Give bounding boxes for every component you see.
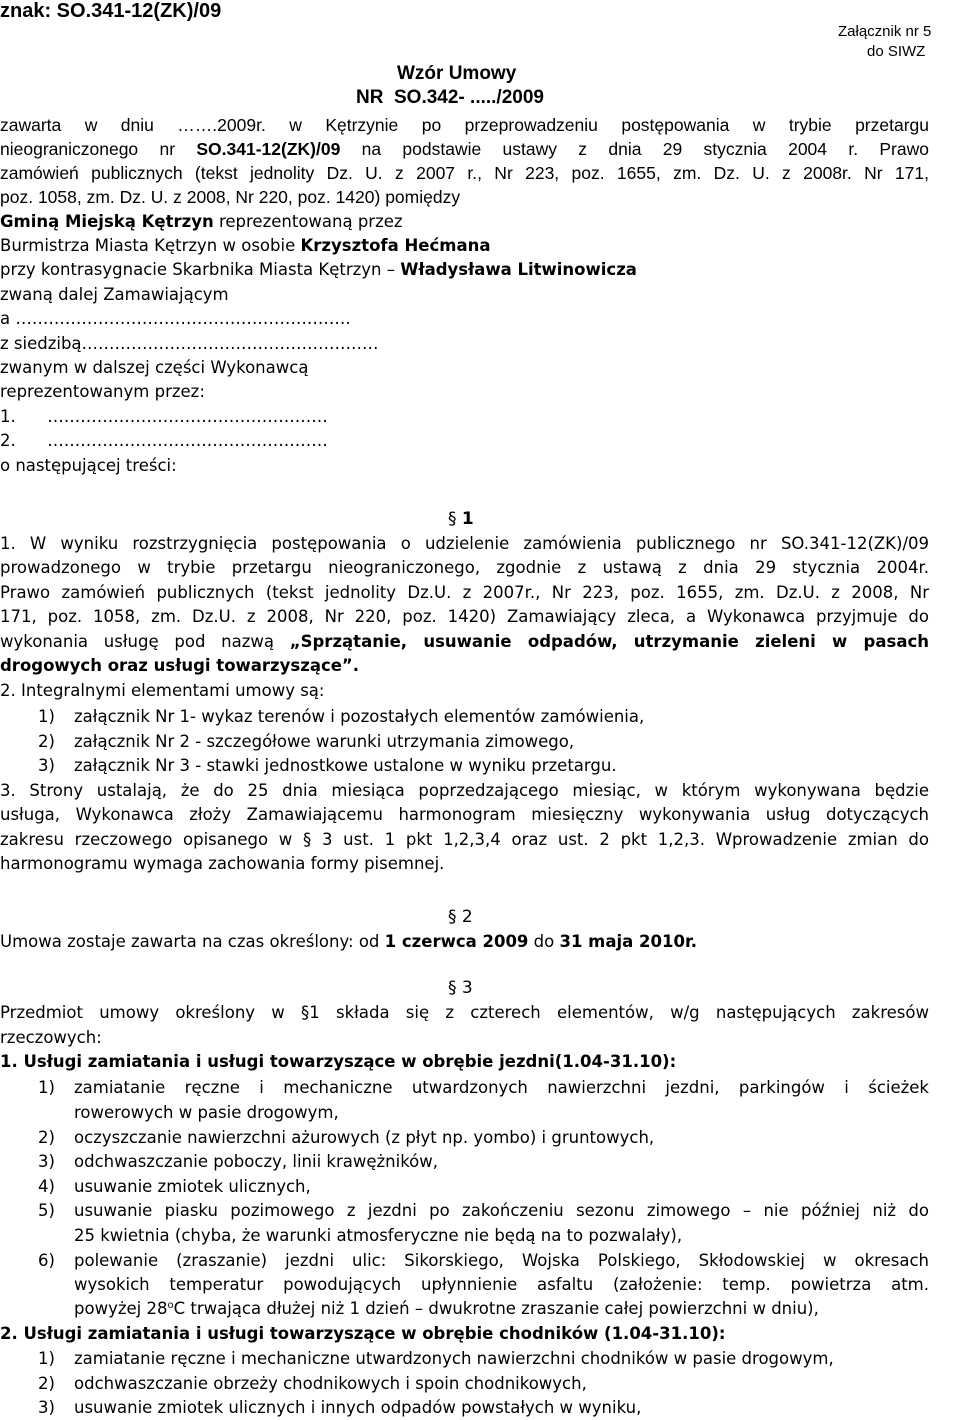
s1-p3-line-3: zakresu rzeczowego opisanego w § 3 ust. 1 pkt 1,2,3,4 oraz ust. 2 pkt 1,2,3. Wprowadzenie zmian do <box>0 830 929 849</box>
party-text: przy kontrasygnacie Skarbnika Miasta Kętrzyn – <box>0 260 401 279</box>
following-content: o następującej treści: <box>0 456 177 475</box>
g1-item-6-line-1: polewanie (zraszanie) jezdni ulic: Sikorskiego, Wojska Polskiego, Skłodowskiej w okresach <box>74 1251 929 1270</box>
s1-text: Integralnymi elementami umowy są: <box>21 681 325 700</box>
end-date: 31 maja 2010r. <box>559 932 698 951</box>
g2-item-1-number: 1) <box>38 1349 55 1368</box>
treasurer-name: Władysława Litwinowicza <box>400 260 637 279</box>
s1-item-2-number: 2) <box>38 732 55 751</box>
s3-intro-line-2: rzeczowych: <box>0 1028 102 1047</box>
party-text: reprezentowaną przez <box>213 212 403 231</box>
section-number: 2 <box>461 907 473 927</box>
contract-term <box>0 930 697 954</box>
s1-p1-line-5 <box>0 630 929 654</box>
intro-line-2 <box>0 137 929 161</box>
service-name: „Sprzątanie, usuwanie odpadów, utrzymanie zieleni w pasach <box>289 632 929 651</box>
section-number: 1 <box>461 509 474 529</box>
party-text: Burmistrza Miasta Kętrzyn w osobie <box>0 236 301 255</box>
s1-p2 <box>0 679 324 703</box>
s3-group-1-title: 1. Usługi zamiatania i usługi towarzyszące w obrębie jezdni(1.04-31.10): <box>0 1052 677 1071</box>
treasurer-line <box>0 258 637 282</box>
annex-label: Załącznik nr 5 <box>838 23 932 40</box>
section-number: 3 <box>461 978 473 998</box>
represented-by: reprezentowanym przez: <box>0 382 205 401</box>
g1-text: powyżej 28 <box>74 1299 168 1318</box>
s1-p1-line-6 <box>0 654 359 678</box>
s1-item-1: załącznik Nr 1- wykaz terenów i pozostałych elementów zamówienia, <box>74 707 645 726</box>
s3-intro-line-1: Przedmiot umowy określony w §1 składa się z czterech elementów, w/g następujących zakresów <box>0 1003 929 1022</box>
s1-p1-line-3: Prawo zamówień publicznych (tekst jednolity Dz.U. z 2007r., Nr 223, poz. 1655, zm. Dz.U. z 2008, Nr <box>0 583 929 602</box>
representative-2: 2. …………………………………………… <box>0 431 328 450</box>
g1-item-6-line-3 <box>74 1297 819 1321</box>
s2-text: do <box>528 932 560 951</box>
s1-p3-line-1: 3. Strony ustalają, że do 25 dnia miesiąca poprzedzającego miesiąc, w którym wykonywana będzie <box>0 781 929 800</box>
g2-item-3-number: 3) <box>38 1398 55 1417</box>
intro-line-4: poz. 1058, zm. Dz. U. z 2008, Nr 220, poz. 1420) pomiędzy <box>0 187 461 207</box>
mayor-name: Krzysztofa Hećmana <box>300 236 491 255</box>
document-reference: znak: SO.341-12(ZK)/09 <box>0 0 222 22</box>
g1-item-2-number: 2) <box>38 1128 55 1147</box>
s1-text: wykonania usługę pod nazwą <box>0 632 290 651</box>
g1-text: C trwająca dłużej niż 1 dzień – dwukrotne zraszanie całej powierzchni w dniu), <box>173 1299 819 1318</box>
intro-line-3: zamówień publicznych (tekst jednolity Dz. U. z 2007 r., Nr 223, poz. 1655, zm. Dz. U. z 2008r. Nr 171, <box>0 163 929 183</box>
client-alias: zwaną dalej Zamawiającym <box>0 285 229 304</box>
g1-item-6-line-2: wysokich temperatur powodujących upłynnienie asfaltu (założenie: temp. powietrza atm. <box>74 1275 929 1294</box>
s1-p1-line-4: 171, poz. 1058, zm. Dz.U. z 2008, Nr 220, poz. 1420) Zamawiający zleca, a Wykonawca przyjmuje do <box>0 607 929 626</box>
s1-item-3: załącznik Nr 3 - stawki jednostkowe ustalone w wyniku przetargu. <box>74 756 617 775</box>
s1-p1-line-1: 1. W wyniku rozstrzygnięcia postępowania o udzielenie zamówienia publicznego nr SO.341-12(ZK)/09 <box>0 534 929 553</box>
section-1-heading: § 1 <box>448 509 474 529</box>
g1-item-5-line-2: 25 kwietnia (chyba, że warunki atmosferyczne nie będą na to pozwalały), <box>74 1226 683 1245</box>
paragraph-number: 2. <box>0 681 21 700</box>
g1-item-3-number: 3) <box>38 1152 55 1171</box>
g2-item-2-number: 2) <box>38 1374 55 1393</box>
g1-item-3: odchwaszczanie poboczy, linii krawężników, <box>74 1152 439 1171</box>
s1-item-3-number: 3) <box>38 756 55 775</box>
s1-item-2: załącznik Nr 2 - szczegółowe warunki utrzymania zimowego, <box>74 732 575 751</box>
section-3-heading: § 3 <box>448 978 473 998</box>
g2-item-2: odchwaszczanie obrzeży chodnikowych i spoin chodnikowych, <box>74 1374 587 1393</box>
agreement-number: NR SO.342- ...../2009 <box>356 87 544 108</box>
g1-item-5-line-1: usuwanie piasku pozimowego z jezdni po zakończeniu sezonu zimowego – nie później niż do <box>74 1201 929 1220</box>
g1-item-5-number: 5) <box>38 1201 55 1220</box>
annex-target: do SIWZ <box>867 43 926 60</box>
intro-line-1: zawarta w dniu …….2009r. w Kętrzynie po przeprowadzeniu postępowania w trybie przetargu <box>0 115 929 135</box>
service-name-end: drogowych oraz usługi towarzyszące”. <box>0 656 360 675</box>
g1-item-1-line-1: zamiatanie ręczne i mechaniczne utwardzonych nawierzchni jezdni, parkingów i ścieżek <box>74 1078 929 1097</box>
mayor-line <box>0 234 490 258</box>
g1-item-1-number: 1) <box>38 1078 55 1097</box>
section-2-heading: § 2 <box>448 907 473 927</box>
seat-blank: z siedzibą……………………………………………… <box>0 334 379 353</box>
party-client <box>0 210 403 234</box>
s1-item-1-number: 1) <box>38 707 55 726</box>
intro-text: nieograniczonego nr <box>0 139 197 159</box>
client-name: Gminą Miejską Kętrzyn <box>0 212 214 231</box>
degree-sign: o <box>167 1300 174 1311</box>
s1-p3-line-4: harmonogramu wymaga zachowania formy pisemnej. <box>0 854 445 873</box>
intro-text: na podstawie ustawy z dnia 29 stycznia 2004 r. Prawo <box>340 139 929 159</box>
start-date: 1 czerwca 2009 <box>384 932 529 951</box>
tender-number: SO.341-12(ZK)/09 <box>196 139 341 159</box>
g1-item-6-number: 6) <box>38 1251 55 1270</box>
g2-item-1: zamiatanie ręczne i mechaniczne utwardzonych nawierzchni chodników w pasie drogowym, <box>74 1349 834 1368</box>
s3-group-2-title: 2. Usługi zamiatania i usługi towarzyszące w obrębie chodników (1.04-31.10): <box>0 1324 726 1343</box>
representative-1: 1. …………………………………………… <box>0 407 328 426</box>
s1-p3-line-2: usługa, Wykonawca złoży Zamawiającemu harmonogram miesięczny wykonywania usług dotyczących <box>0 805 929 824</box>
document-title: Wzór Umowy <box>397 63 517 84</box>
g1-item-2: oczyszczanie nawierzchni ażurowych (z płyt np. yombo) i gruntowych, <box>74 1128 655 1147</box>
contractor-blank: a ……………………………………………………. <box>0 309 351 328</box>
s2-text: Umowa zostaje zawarta na czas określony: od <box>0 932 385 951</box>
s1-p1-line-2: prowadzonego w trybie przetargu nieograniczonego, zgodnie z ustawą z dnia 29 stycznia 2004r. <box>0 558 929 577</box>
g1-item-1-line-2: rowerowych w pasie drogowym, <box>74 1103 339 1122</box>
g2-item-3: usuwanie zmiotek ulicznych i innych odpadów powstałych w wyniku, <box>74 1398 642 1417</box>
g1-item-4-number: 4) <box>38 1177 55 1196</box>
contractor-alias: zwanym w dalszej części Wykonawcą <box>0 358 309 377</box>
g1-item-4: usuwanie zmiotek ulicznych, <box>74 1177 311 1196</box>
